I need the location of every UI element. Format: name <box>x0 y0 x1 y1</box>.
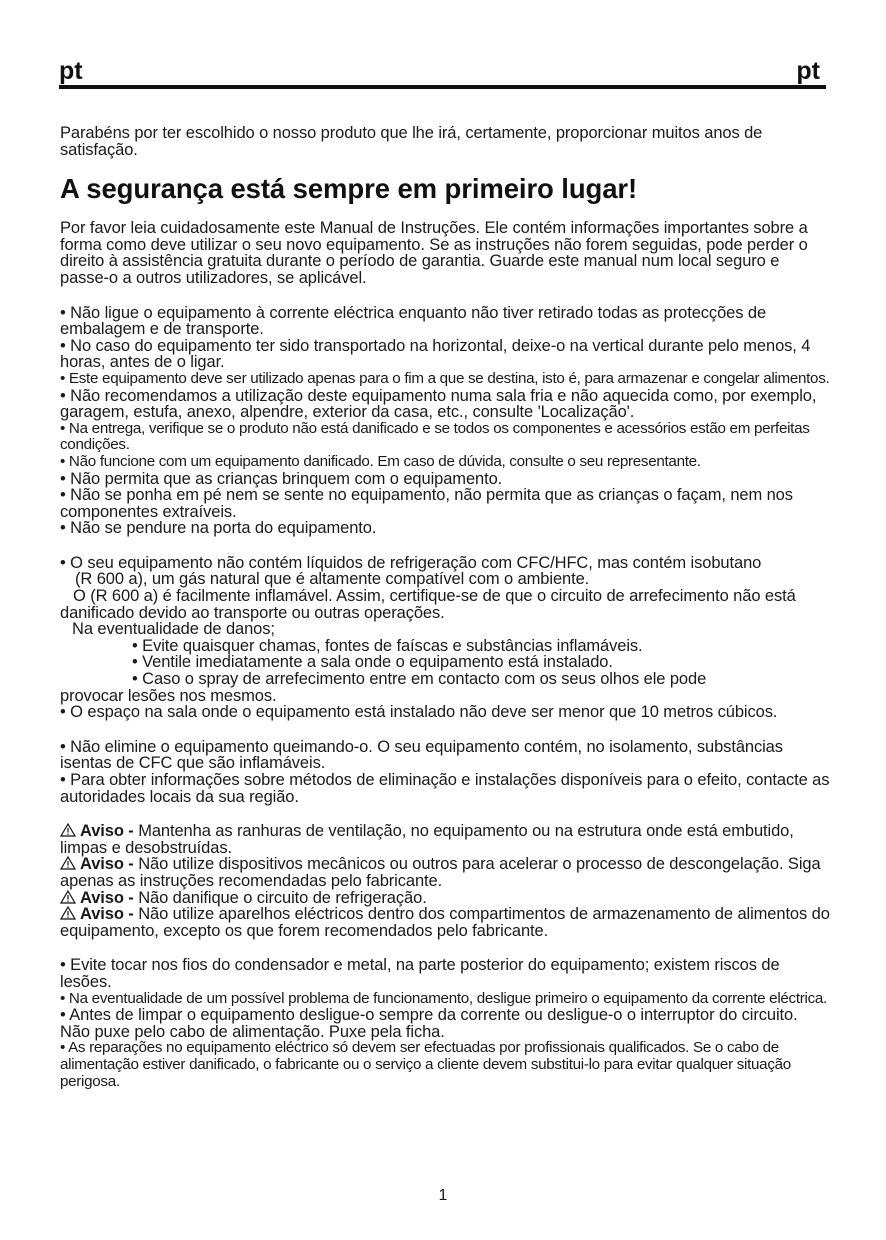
header-rule <box>59 85 826 89</box>
safety-bullet: • Não permita que as crianças brinquem com o equipamento. <box>60 469 503 488</box>
warning-item <box>60 856 830 889</box>
lead-paragraph: Por favor leia cuidadosamente este Manual de Instruções. Ele contém informações importantes sobre a forma como deve utilizar o seu novo equipamento. Se as instruções não forem seguidas, pode perder o direito à assistência gratuita durante o período de garantia. Guarde este manual num local seguro e passe-o a outros utilizadores, se aplicável. <box>60 219 808 287</box>
warning-triangle-icon <box>60 823 76 837</box>
safety-bullet: • Na eventualidade de um possível problema de funcionamento, desligue primeiro o equipamento da corrente eléctrica. <box>60 989 827 1007</box>
safety-bullet: • Não ligue o equipamento à corrente eléctrica enquanto não tiver retirado todas as protecções de embalagem e de transporte. <box>60 303 767 339</box>
safety-bullet: • No caso do equipamento ter sido transportado na horizontal, deixe-o na vertical durante pelo menos, 4 horas, antes de o ligar. <box>60 336 811 372</box>
safety-bullet: • Este equipamento deve ser utilizado apenas para o fim a que se destina, isto é, para armazenar e congelar alimentos. <box>60 369 830 387</box>
refrigerant-text: (R 600 a), um gás natural que é altamente compatível com o ambiente. <box>75 570 590 589</box>
spacer <box>60 287 830 305</box>
safety-bullet: • Evite tocar nos fios do condensador e metal, na parte posterior do equipamento; existem riscos de lesões. <box>60 956 780 991</box>
header-language-right: pt <box>796 57 820 85</box>
warning-text: Não utilize aparelhos eléctricos dentro dos compartimentos de armazenamento de alimentos do equipamento, excepto os que forem recomendados pelo fabricante. <box>60 905 830 940</box>
refrigerant-text: • O seu equipamento não contém líquidos de refrigeração com CFC/HFC, mas contém isobutano <box>60 553 762 572</box>
refrigerant-sub-bullet: • Evite quaisquer chamas, fontes de faíscas e substâncias inflamáveis. <box>132 636 643 655</box>
refrigerant-text: O (R 600 a) é facilmente inflamável. Assim, certifique-se de que o circuito de arrefecimento não está danificado devido ao transporte ou outras operações. <box>60 587 796 622</box>
warning-label: Aviso - <box>80 855 134 874</box>
spacer <box>60 805 830 823</box>
safety-bullet: • As reparações no equipamento eléctrico só devem ser efectuadas por profissionais qualificados. Se o cabo de alimentação estiver danificado, o fabricante ou o serviço a cliente devem substitui-lo para evitar qualquer situação perigosa. <box>60 1039 791 1090</box>
refrigerant-text: • O espaço na sala onde o equipamento está instalado não deve ser menor que 10 metros cúbicos. <box>60 703 778 722</box>
warning-triangle-icon <box>60 856 76 870</box>
refrigerant-text: provocar lesões nos mesmos. <box>60 686 277 705</box>
refrigerant-text: Na eventualidade de danos; <box>72 620 275 639</box>
spacer <box>60 721 830 739</box>
warning-text: Não danifique o circuito de refrigeração. <box>138 888 427 907</box>
warning-triangle-icon <box>60 906 76 920</box>
safety-bullet: • Não se pendure na porta do equipamento. <box>60 519 377 538</box>
warning-item <box>60 823 830 856</box>
safety-bullet: • Não recomendamos a utilização deste equipamento numa sala fria e não aquecida como, por exemplo, garagem, estufa, anexo, alpendre, exterior da casa, etc., consulte 'Localização'. <box>60 386 817 422</box>
section-title: A segurança está sempre em primeiro lugar! <box>60 173 638 205</box>
spacer <box>60 939 830 957</box>
page-number: 1 <box>438 1187 448 1204</box>
warning-label: Aviso - <box>80 905 134 924</box>
header-language-left: pt <box>59 57 83 85</box>
spacer <box>60 537 830 555</box>
refrigerant-sub-bullet: • Caso o spray de arrefecimento entre em contacto com os seus olhos ele pode <box>132 670 707 689</box>
refrigerant-sub-bullet: • Ventile imediatamente a sala onde o equipamento está instalado. <box>132 653 613 672</box>
safety-bullet: • Não funcione com um equipamento danificado. Em caso de dúvida, consulte o seu representante. <box>60 452 701 470</box>
safety-bullet: • Na entrega, verifique se o produto não está danificado e se todos os componentes e acessórios estão em perfeitas condições. <box>60 419 810 454</box>
page-content <box>60 125 830 1090</box>
warning-text: Não utilize dispositivos mecânicos ou outros para acelerar o processo de descongelação. Siga apenas as instruções recomendadas pelo fabricante. <box>60 855 821 890</box>
page-header <box>59 56 826 92</box>
warning-label: Aviso - <box>80 822 134 841</box>
warning-item <box>60 890 830 907</box>
disposal-bullet: • Não elimine o equipamento queimando-o. O seu equipamento contém, no isolamento, substâncias isentas de CFC que são inflamáveis. <box>60 737 783 773</box>
disposal-bullet: • Para obter informações sobre métodos de eliminação e instalações disponíveis para o efeito, contacte as autoridades locais da sua região. <box>60 771 830 806</box>
warning-label: Aviso - <box>80 888 134 907</box>
warning-triangle-icon <box>60 890 76 904</box>
warning-text: Mantenha as ranhuras de ventilação, no equipamento ou na estrutura onde está embutido, limpas e desobstruídas. <box>60 822 794 857</box>
safety-bullet: • Antes de limpar o equipamento desligue-o sempre da corrente ou desligue-o o interruptor do circuito. Não puxe pelo cabo de alimentação. Puxe pela ficha. <box>60 1006 798 1041</box>
intro-paragraph: Parabéns por ter escolhido o nosso produto que lhe irá, certamente, proporcionar muitos anos de satisfação. <box>60 124 763 159</box>
warning-item <box>60 906 830 939</box>
safety-bullet: • Não se ponha em pé nem se sente no equipamento, não permita que as crianças o façam, nem nos componentes extraíveis. <box>60 486 793 521</box>
